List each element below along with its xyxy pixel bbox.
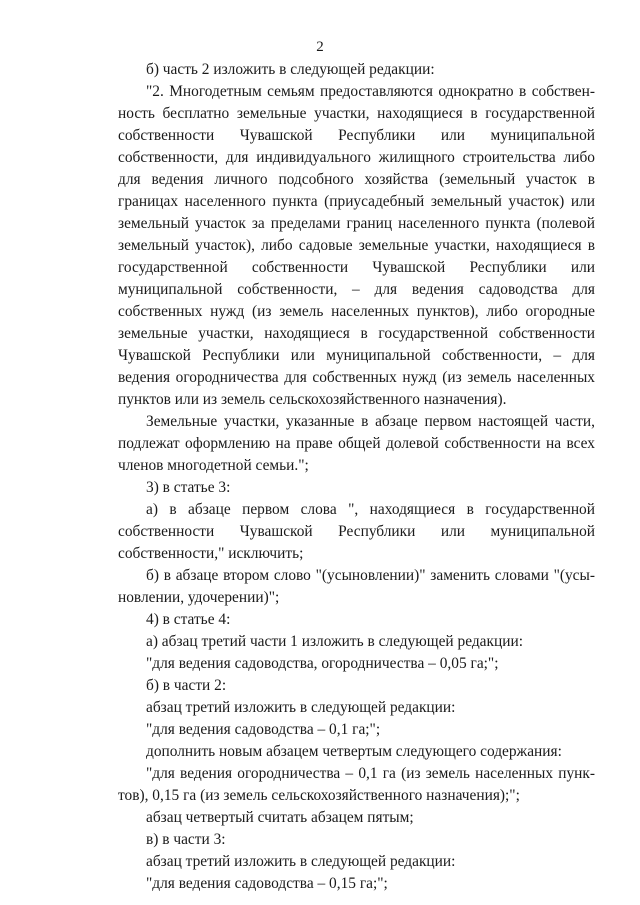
paragraph-part-3-instruction: абзац третий изложить в следующей редакции:: [146, 853, 456, 870]
paragraph-add-fourth-para: дополнить новым абзацем четвертым следующего содержания:: [146, 743, 562, 760]
paragraph-article-3-item-b: б) в абзаце втором слово "(усыновлении)" заменить словами "(усыновлении, удочерении)";: [118, 567, 595, 606]
paragraph-part-2-heading: б) часть 2 изложить в следующей редакции:: [146, 61, 435, 78]
paragraph-part-2-text: "2. Многодетным семьям предоставляются однократно в собственность бесплатно земельные участки, находящиеся в государственной собственности Чувашской Республики или муниципальной собственности, для индивидуального жилищного строительства либо для ведения личного подсобного хозяйства (земельный участок в границах населенного пункта (приусадебный земельный участок) или земельный участок за пределами границ населенного пункта (полевой земельный участок), либо садовые земельные участки, находящиеся в государственной собственности Чувашской Республики или муниципальной собственности, – для ведения садоводства для собственных нужд (из земель населенных пунктов), либо огородные земельные участки, находящиеся в государственной собственности Чувашской Республики или муниципальной собственности, – для ведения огородничества для собственных нужд (из земель населенных пунктов или из земель сельскохозяйственного назначения).: [118, 83, 595, 408]
paragraph-vegetable-norm: "для ведения огородничества – 0,1 га (из земель населенных пунктов), 0,15 га (из земель сельскохозяйственного назначения);";: [118, 765, 595, 804]
document-body: [118, 59, 595, 895]
paragraph-third-para-instruction: абзац третий изложить в следующей редакции:: [146, 699, 456, 716]
paragraph-article-4-heading: 4) в статье 4:: [146, 611, 231, 628]
paragraph-article-3-item-a: а) в абзаце первом слова ", находящиеся в государственной собственности Чувашской Республики или муниципальной собственности," исключить;: [118, 501, 595, 562]
paragraph-renumber: абзац четвертый считать абзацем пятым;: [146, 809, 414, 826]
paragraph-part-3-norm: "для ведения садоводства – 0,15 га;";: [146, 875, 388, 892]
paragraph-article-4-item-a: а) абзац третий части 1 изложить в следующей редакции:: [146, 633, 523, 650]
paragraph-article-3-heading: 3) в статье 3:: [146, 479, 231, 496]
paragraph-article-4-item-b: б) в части 2:: [146, 677, 227, 694]
paragraph-horticulture-norm: "для ведения садоводства – 0,1 га;";: [146, 721, 381, 738]
paragraph-part-3-heading: в) в части 3:: [146, 831, 226, 848]
paragraph-gardening-norm: "для ведения садоводства, огородничества – 0,05 га;";: [146, 655, 499, 672]
page-number: 2: [316, 39, 324, 55]
paragraph-shared-ownership: Земельные участки, указанные в абзаце первом настоящей части, подлежат оформлению на праве общей долевой собственности на всех членов многодетной семьи.";: [118, 413, 595, 474]
